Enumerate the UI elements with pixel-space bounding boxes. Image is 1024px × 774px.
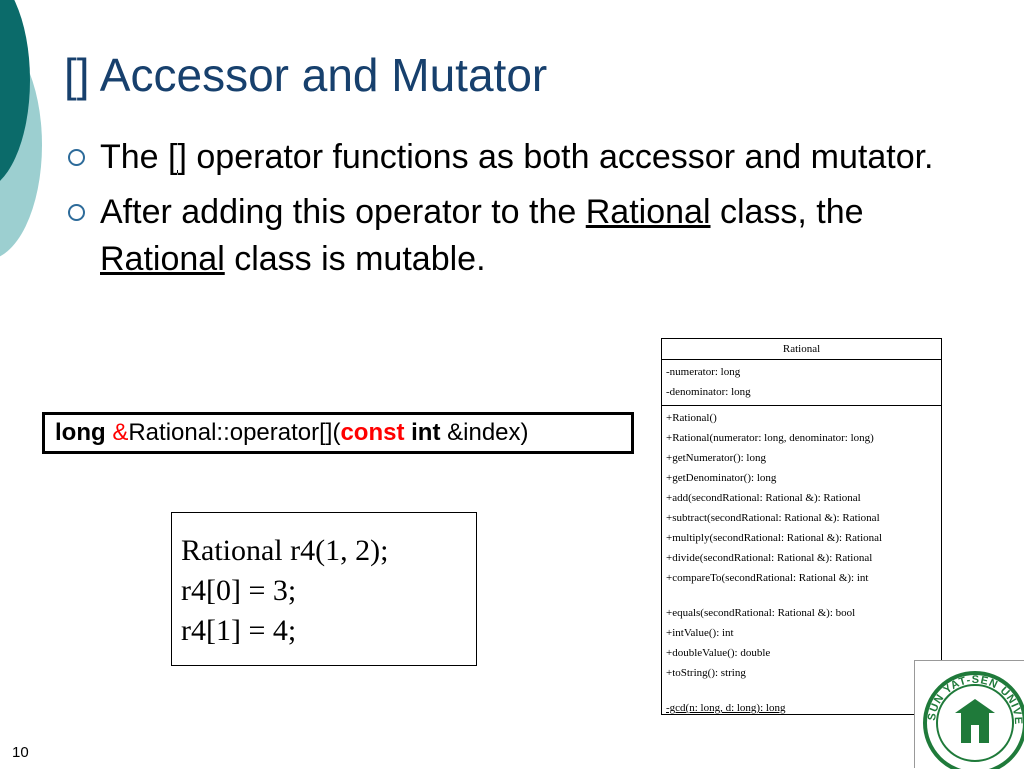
uml-attributes: [662, 360, 941, 406]
code-line: r4[0] = 3;: [181, 574, 297, 607]
university-seal-icon: [915, 661, 1024, 769]
uml-method: +equals(secondRational: Rational &): bool: [666, 607, 856, 619]
bullet-text: class, the: [710, 193, 864, 231]
uml-method: +subtract(secondRational: Rational &): Rational: [666, 512, 880, 524]
uml-method: +Rational(numerator: long, denominator: long): [666, 432, 874, 444]
uml-methods: [662, 406, 941, 718]
circle-bullet-icon: [68, 204, 85, 221]
circle-bullet-icon: [68, 149, 85, 166]
bullet-list: [64, 134, 964, 291]
bullet-item-2: [64, 189, 964, 283]
uml-attribute: -numerator: long: [666, 366, 741, 378]
signature-name: Rational::operator[](: [128, 419, 341, 446]
operator-signature-box: [42, 412, 634, 454]
keyword-long: long: [55, 419, 106, 446]
uml-method: +intValue(): int: [666, 627, 734, 639]
uml-method: +doubleValue(): double: [666, 647, 771, 659]
logo-text: SUN YAT-SEN UNIVE: [925, 673, 1024, 726]
uml-method: +getDenominator(): long: [666, 472, 777, 484]
university-logo: [914, 660, 1024, 768]
bullet-text: The: [100, 138, 169, 176]
slide-title: [] Accessor and Mutator: [64, 49, 548, 101]
uml-class-name: Rational: [662, 339, 941, 360]
keyword-int: int: [411, 419, 441, 446]
bracket-operator-text: []: [168, 138, 187, 176]
class-name-text: Rational: [585, 193, 711, 231]
bullet-text: After adding this operator to the: [100, 193, 586, 231]
class-name-text: Rational: [100, 240, 225, 278]
uml-method: +getNumerator(): long: [666, 452, 766, 464]
signature-param: &index): [440, 419, 529, 446]
uml-method: +toString(): string: [666, 667, 746, 679]
bullet-text: operator functions as both accessor and mutator.: [186, 138, 934, 176]
uml-class-diagram: [661, 338, 942, 715]
code-example-box: [171, 512, 477, 666]
bullet-item-1: [64, 134, 964, 181]
uml-method: +multiply(secondRational: Rational &): Rational: [666, 532, 883, 544]
uml-method: +Rational(): [666, 412, 717, 424]
keyword-const: const: [340, 419, 405, 446]
uml-method: +add(secondRational: Rational &): Rational: [666, 492, 861, 504]
code-line: Rational r4(1, 2);: [181, 534, 389, 567]
slide-number: 10: [12, 744, 29, 761]
bullet-text: class is mutable.: [224, 240, 486, 278]
reference-ampersand: &: [105, 419, 129, 446]
uml-method: +compareTo(secondRational: Rational &): int: [666, 572, 869, 584]
uml-private-method: -gcd(n: long, d: long): long: [666, 702, 786, 714]
uml-attribute: -denominator: long: [666, 386, 751, 398]
code-line: r4[1] = 4;: [181, 614, 297, 647]
uml-method: +divide(secondRational: Rational &): Rational: [666, 552, 873, 564]
